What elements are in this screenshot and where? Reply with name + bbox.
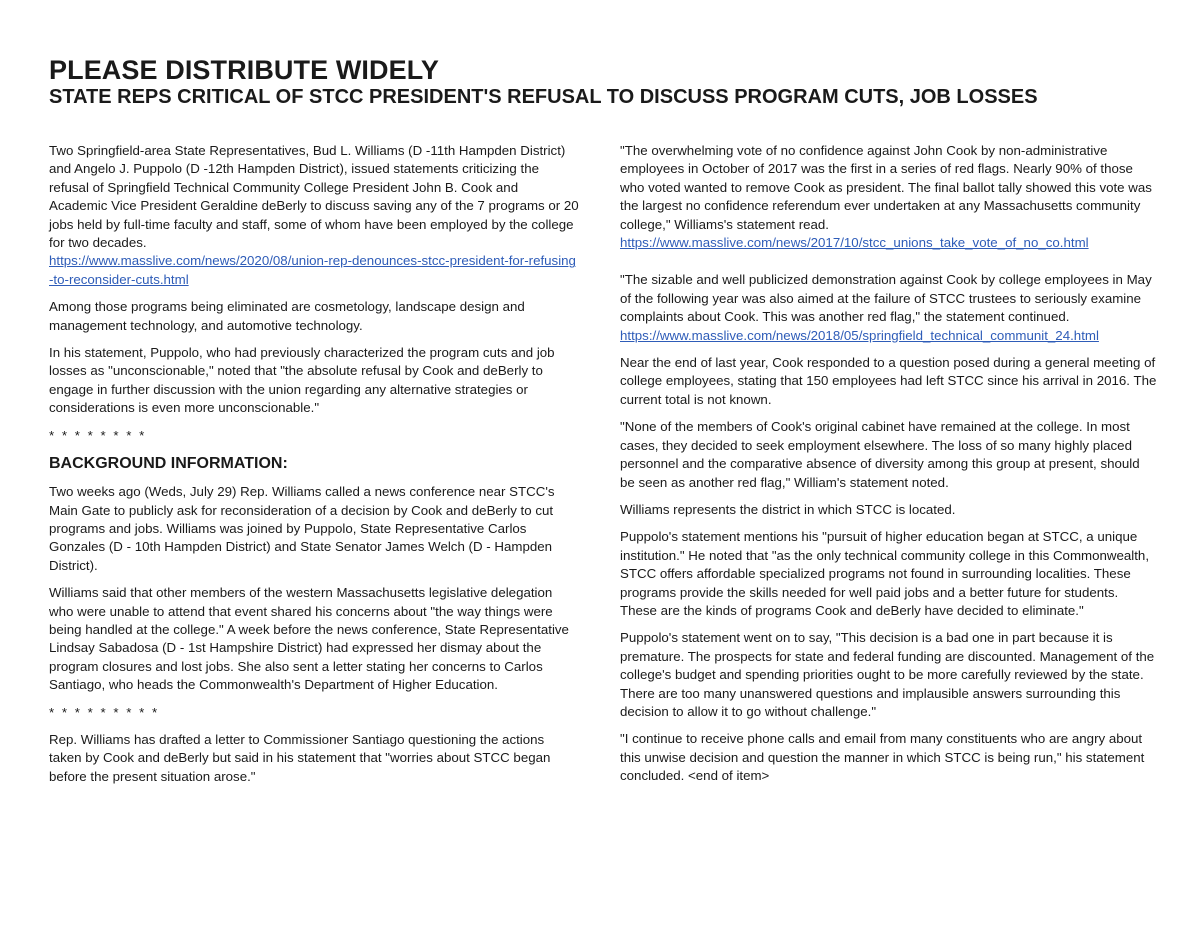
masslive-link-2020[interactable]: https://www.masslive.com/news/2020/08/union-rep-denounces-stcc-president-for-refusing-to-reconsider-cuts.html xyxy=(49,253,576,287)
paragraph-demonstration-text: "The sizable and well publicized demonstration against Cook by college employees in May of the following year was also aimed at the failure of STCC trustees to seriously examine complaints about Cook. This was another red flag," the statement continued. xyxy=(620,272,1152,325)
paragraph-letter: Rep. Williams has drafted a letter to Commissioner Santiago questioning the actions taken by Cook and deBerly but said in his statement that "worries about STCC began before the present situation arose." xyxy=(49,731,551,784)
paragraph-demonstration xyxy=(620,271,1158,345)
page-subtitle: STATE REPS CRITICAL OF STCC PRESIDENT'S REFUSAL TO DISCUSS PROGRAM CUTS, JOB LOSSES xyxy=(49,86,1038,108)
paragraph-intro xyxy=(49,142,579,289)
section-divider: * * * * * * * * * xyxy=(49,704,160,720)
paragraph-puppolo: In his statement, Puppolo, who had previously characterized the program cuts and job losses as "unconscionable," noted that "the absolute refusal by Cook and deBerly to engage in further discussion with the union regarding any alternative strategies or considerations is even more unconscionable." xyxy=(49,345,555,416)
masslive-link-2017[interactable]: https://www.masslive.com/news/2017/10/stcc_unions_take_vote_of_no_co.html xyxy=(620,235,1089,251)
paragraph-conclusion: "I continue to receive phone calls and email from many constituents who are angry about this unwise decision and question the manner in which STCC is being run," his statement concluded. <end of item> xyxy=(620,731,1145,784)
paragraph-programs: Among those programs being eliminated are cosmetology, landscape design and management technology, and automotive technology. xyxy=(49,299,525,333)
page-title: PLEASE DISTRIBUTE WIDELY xyxy=(49,55,439,85)
paragraph-delegation: Williams said that other members of the western Massachusetts legislative delegation who were unable to attend that event shared his concerns about "the way things were being handled at the college." A week before the news conference, State Representative Lindsay Sabadosa (D - 1st Hampshire District) had expressed her dismay about the program closures and lost jobs. She also sent a letter stating her concerns to Carlos Santiago, who heads the Commonwealth's Department of Higher Education. xyxy=(49,585,569,693)
paragraph-puppolo-statement: Puppolo's statement mentions his "pursuit of higher education began at STCC, a unique institution." He noted that "as the only technical community college in this Commonwealth, STCC offers affordable specialized programs not found in surrounding localities. These programs provide the skills needed for well paid jobs and a better future for students. These are the kinds of programs Cook and deBerly have decided to eliminate." xyxy=(620,529,1150,618)
left-column xyxy=(49,142,579,795)
paragraph-cabinet: "None of the members of Cook's original cabinet have remained at the college. In most cases, they decided to seek employment elsewhere. The loss of so many highly placed personnel and the comparative absence of diversity among this group at present, should be seen as another red flag," William's statement noted. xyxy=(620,419,1140,490)
section-divider: * * * * * * * * xyxy=(49,427,147,443)
spacer xyxy=(620,261,1158,271)
paragraph-news-conference: Two weeks ago (Weds, July 29) Rep. Williams called a news conference near STCC's Main Gate to publicly ask for reconsideration of a decision by Cook and deBerly to cut programs and jobs. Williams was joined by Puppolo, State Representative Carlos Gonzales (D - 10th Hampden District) and State Senator James Welch (D - Hampden District). xyxy=(49,484,555,573)
masslive-link-2018[interactable]: https://www.masslive.com/news/2018/05/springfield_technical_communit_24.html xyxy=(620,327,1099,343)
paragraph-district: Williams represents the district in which STCC is located. xyxy=(620,501,956,517)
paragraph-intro-text: Two Springfield-area State Representatives, Bud L. Williams (D -11th Hampden District) and Angelo J. Puppolo (D -12th Hampden District), issued statements criticizing the refusal of Springfield Technical Community College President John B. Cook and Academic Vice President Geraldine deBerly to discuss saving any of the 7 programs or 20 jobs held by full-time faculty and staff, some of whom have been employed by the college for two decades. xyxy=(49,143,579,251)
paragraph-decision: Puppolo's statement went on to say, "This decision is a bad one in part because it is premature. The prospects for state and federal funding are discounted. Management of the college's budget and spending priorities ought to be more carefully reviewed by the state. There are too many unanswered questions and implausible answers surrounding this decision to allow it to go without challenge." xyxy=(620,630,1155,719)
paragraph-no-confidence xyxy=(620,142,1158,252)
paragraph-no-confidence-text: "The overwhelming vote of no confidence against John Cook by non-administrative employees in October of 2017 was the first in a series of red flags. Nearly 90% of those who voted wanted to remove Cook as president. The final ballot tally showed this vote was the largest no confidence referendum ever undertaken at any Massachusetts community college," Williams's statement read. xyxy=(620,143,1152,232)
background-heading: BACKGROUND INFORMATION: xyxy=(49,455,288,473)
right-column xyxy=(620,142,1158,795)
paragraph-employees-left: Near the end of last year, Cook responded to a question posed during a general meeting of college employees, stating that 150 employees had left STCC since his arrival in 2016. The current total is not known. xyxy=(620,355,1157,407)
